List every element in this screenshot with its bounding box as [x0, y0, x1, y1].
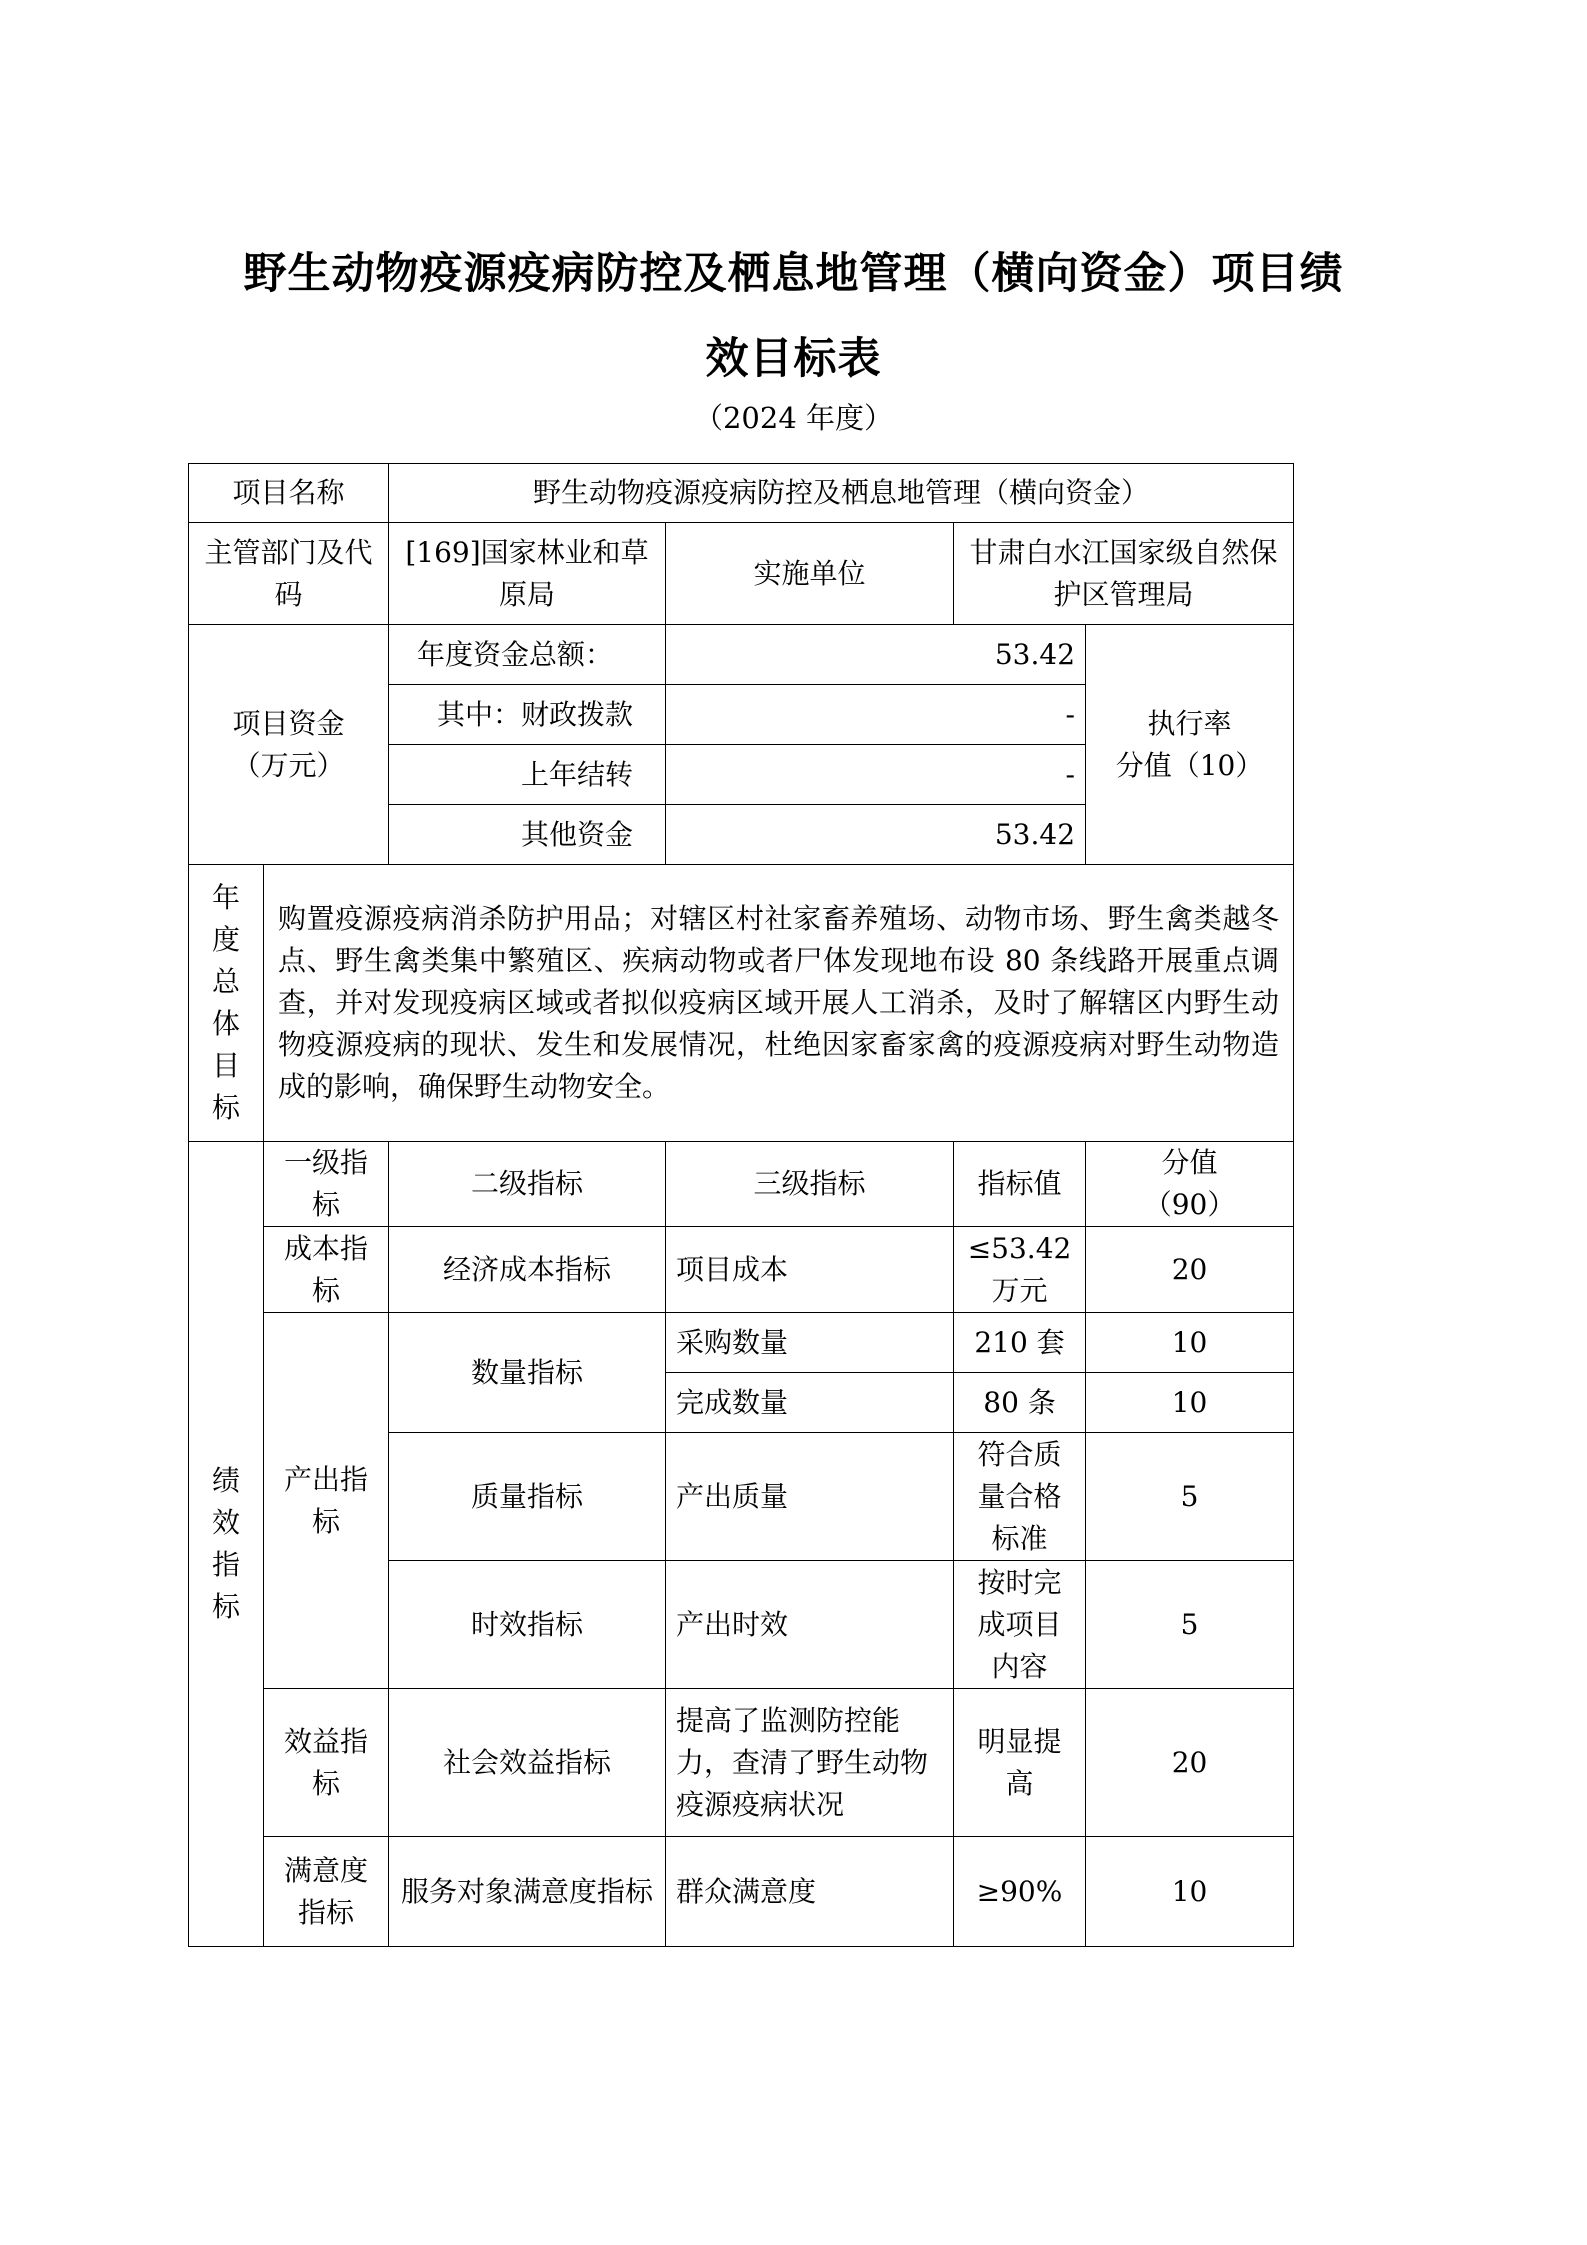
- quantity-level2: 数量指标: [389, 1313, 666, 1433]
- performance-label-char: 效: [211, 1506, 240, 1539]
- quantity-2-score: 10: [1086, 1373, 1294, 1433]
- quality-value: 符合质量合格标准: [954, 1433, 1086, 1561]
- execution-rate-label: 执行率: [1147, 706, 1232, 740]
- funds-total-row: [189, 625, 1294, 685]
- department-label: 主管部门及代码: [189, 523, 389, 625]
- timeliness-level3: 产出时效: [666, 1561, 954, 1689]
- benefit-score: 20: [1086, 1689, 1294, 1837]
- quantity-2-level3: 完成数量: [666, 1373, 954, 1433]
- funds-total-label: 年度资金总额：: [389, 625, 666, 685]
- benefit-level2: 社会效益指标: [389, 1689, 666, 1837]
- cost-level3: 项目成本: [666, 1227, 954, 1313]
- annual-goal-label: [189, 865, 264, 1142]
- timeliness-score: 5: [1086, 1561, 1294, 1689]
- satisfaction-level1: 满意度指标: [264, 1837, 389, 1947]
- satisfaction-value: ≥90%: [954, 1837, 1086, 1947]
- cost-row: [189, 1227, 1294, 1313]
- performance-label-char: 绩: [211, 1464, 240, 1497]
- annual-goal-label-char: 年: [211, 881, 240, 914]
- quantity-1-score: 10: [1086, 1313, 1294, 1373]
- annual-goal-label-char: 目: [211, 1049, 240, 1082]
- benefit-value: 明显提高: [954, 1689, 1086, 1837]
- quantity-1-level3: 采购数量: [666, 1313, 954, 1373]
- funds-label: [189, 625, 389, 865]
- quantity-2-value: 80 条: [954, 1373, 1086, 1433]
- header-level3: 三级指标: [666, 1142, 954, 1227]
- satisfaction-score: 10: [1086, 1837, 1294, 1947]
- annual-goal-label-char: 标: [211, 1091, 240, 1124]
- page-subtitle: （2024 年度）: [693, 401, 894, 435]
- funds-total-value: 53.42: [666, 625, 1086, 685]
- benefit-level3: 提高了监测防控能力，查清了野生动物疫源疫病状况: [666, 1689, 954, 1837]
- satisfaction-level2: 服务对象满意度指标: [389, 1837, 666, 1947]
- execution-rate-score: 分值（10）: [1115, 748, 1264, 782]
- project-name-value: 野生动物疫源疫病防控及栖息地管理（横向资金）: [389, 464, 1294, 523]
- execution-rate-cell: [1086, 625, 1294, 865]
- implementing-unit-label: 实施单位: [666, 523, 954, 625]
- project-name-label: 项目名称: [189, 464, 389, 523]
- satisfaction-level3: 群众满意度: [666, 1837, 954, 1947]
- department-value: [169]国家林业和草原局: [389, 523, 666, 625]
- benefit-level1: 效益指标: [264, 1689, 389, 1837]
- quality-level3: 产出质量: [666, 1433, 954, 1561]
- funds-carryover-value: -: [666, 745, 1086, 805]
- quantity-1-value: 210 套: [954, 1313, 1086, 1373]
- quality-score: 5: [1086, 1433, 1294, 1561]
- header-value: 指标值: [954, 1142, 1086, 1227]
- funds-other-value: 53.42: [666, 805, 1086, 865]
- header-score: [1086, 1142, 1294, 1227]
- funds-label-line-2: （万元）: [232, 748, 345, 782]
- annual-goal-label-char: 体: [211, 1007, 240, 1040]
- performance-label-char: 指: [211, 1548, 240, 1581]
- cost-level2: 经济成本指标: [389, 1227, 666, 1313]
- quality-level2: 质量指标: [389, 1433, 666, 1561]
- funds-fiscal-value: -: [666, 685, 1086, 745]
- performance-target-table: [188, 463, 1294, 1947]
- page-title-line-2: 效目标表: [705, 334, 882, 384]
- funds-fiscal-label: 其中：财政拨款: [389, 685, 666, 745]
- performance-label-char: 标: [211, 1590, 240, 1623]
- annual-goal-text: 购置疫源疫病消杀防护用品；对辖区村社家畜养殖场、动物市场、野生禽类越冬点、野生禽类集中繁殖区、疾病动物或者尸体发现地布设 80 条线路开展重点调查，并对发现疫病区域或者拟似疫病区域开展人工消杀，及时了解辖区内野生动物疫源疫病的现状、发生和发展情况，杜绝因家畜家禽的疫源疫病对野生动物造成的影响，确保野生动物安全。: [264, 865, 1294, 1142]
- annual-goal-label-char: 度: [211, 923, 240, 956]
- timeliness-level2: 时效指标: [389, 1561, 666, 1689]
- cost-value: ≤53.42万元: [954, 1227, 1086, 1313]
- implementing-unit-value: 甘肃白水江国家级自然保护区管理局: [954, 523, 1294, 625]
- header-level2: 二级指标: [389, 1142, 666, 1227]
- header-score-total: （90）: [1143, 1188, 1236, 1221]
- satisfaction-row: [189, 1837, 1294, 1947]
- annual-goal-label-char: 总: [211, 965, 240, 998]
- funds-carryover-label: 上年结转: [389, 745, 666, 805]
- project-name-row: [189, 464, 1294, 523]
- cost-score: 20: [1086, 1227, 1294, 1313]
- output-quantity-row-1: [189, 1313, 1294, 1373]
- annual-goal-row: [189, 865, 1294, 1142]
- header-score-label: 分值: [1161, 1146, 1218, 1179]
- benefit-row: [189, 1689, 1294, 1837]
- header-level1: 一级指标: [264, 1142, 389, 1227]
- cost-level1: 成本指标: [264, 1227, 389, 1313]
- department-row: [189, 523, 1294, 625]
- performance-label: [189, 1142, 264, 1947]
- output-level1: 产出指标: [264, 1313, 389, 1689]
- page-title-line-1: 野生动物疫源疫病防控及栖息地管理（横向资金）项目绩: [243, 249, 1344, 299]
- funds-other-label: 其他资金: [389, 805, 666, 865]
- funds-label-line-1: 项目资金: [232, 706, 345, 740]
- performance-header-row: [189, 1142, 1294, 1227]
- timeliness-value: 按时完成项目内容: [954, 1561, 1086, 1689]
